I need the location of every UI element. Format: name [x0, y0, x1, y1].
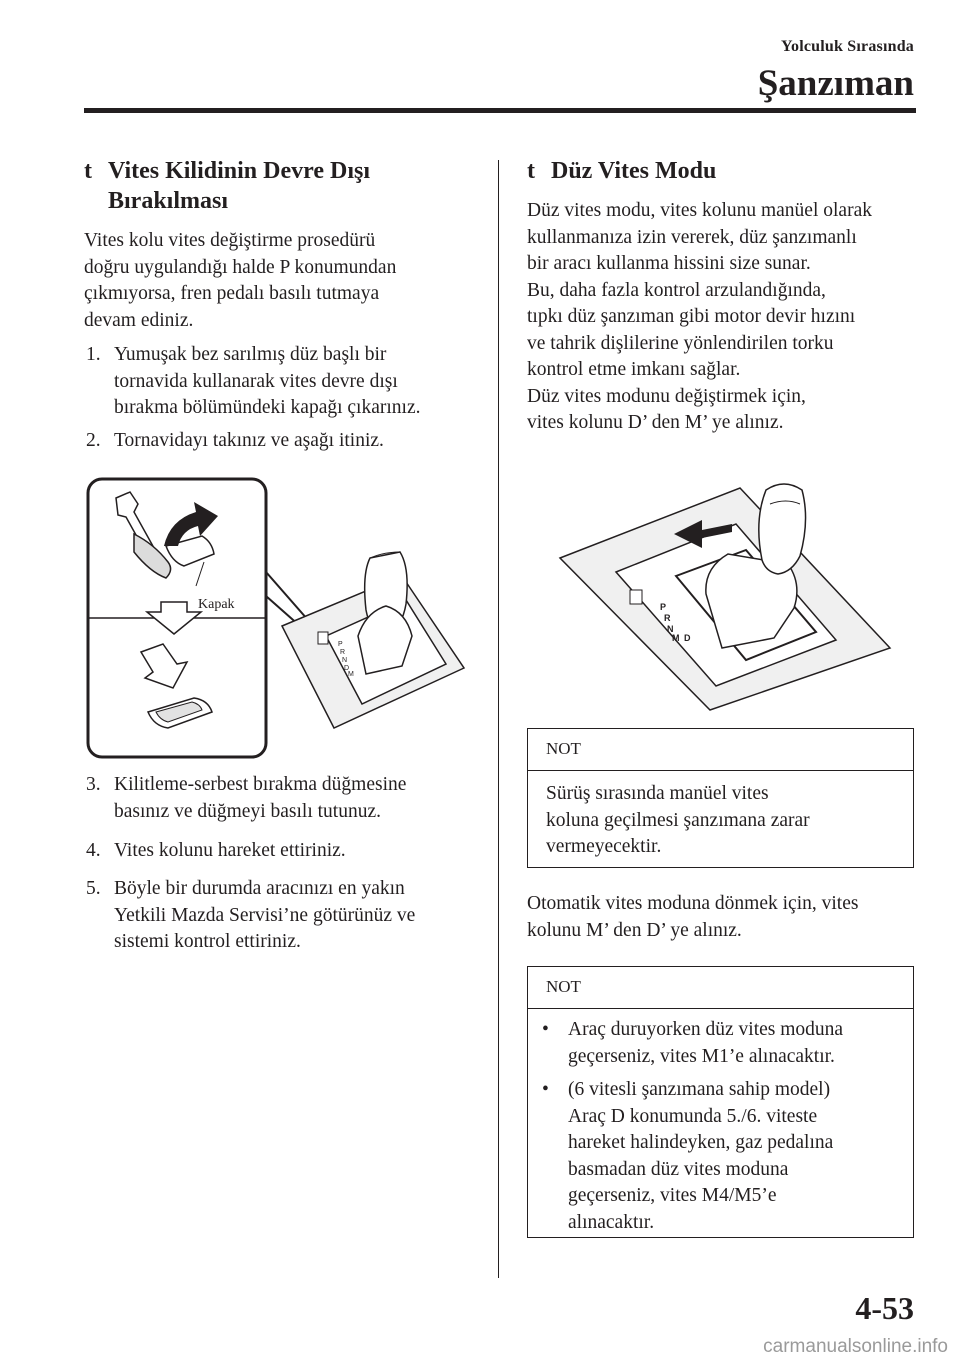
text-line: kullanmanıza izin vererek, düz şanzımanlı: [527, 226, 857, 248]
text-line: basınız ve düğmeyi basılı tutunuz.: [114, 800, 381, 822]
note-box-2: [527, 966, 914, 1238]
text-line: Otomatik vites moduna dönmek için, vites: [527, 893, 859, 914]
header-rule: [84, 108, 916, 113]
text-line: hareket halindeyken, gaz pedalına: [568, 1132, 834, 1153]
note-heading: NOT: [528, 967, 913, 1009]
text-line: bırakma bölümündeki kapağı çıkarınız.: [114, 397, 421, 418]
text-line: vermeyecektir.: [546, 836, 662, 857]
text-line: tornavida kullanarak vites devre dışı: [114, 370, 398, 392]
text-line: sistemi kontrol ettiriniz.: [114, 931, 301, 952]
left-intro-paragraph: [84, 228, 396, 334]
step-3: [86, 772, 486, 826]
watermark: carmanualsonline.info: [763, 1336, 948, 1357]
left-title-line-1: Vites Kilidinin Devre Dışı: [108, 158, 371, 184]
note-bullet-item: [528, 1077, 913, 1247]
return-instruction-paragraph: [527, 891, 858, 944]
text-line: tıpkı düz şanzıman gibi motor devir hızını: [527, 306, 856, 327]
step-5: [86, 876, 486, 956]
gate-letter: D: [344, 665, 350, 672]
text-line: çıkmıyorsa, fren pedalı basılı tutmaya: [84, 283, 380, 304]
text-line: Kilitleme-serbest bırakma düğmesine: [114, 774, 407, 795]
gate-letter: P: [660, 602, 667, 612]
section-bullet: t: [527, 158, 535, 184]
step-1: [86, 342, 486, 422]
step-number: 1.: [86, 344, 101, 365]
text-line: (6 vitesli şanzımana sahip model): [568, 1079, 831, 1100]
note-box-1: [527, 728, 914, 868]
text-line: Araç duruyorken düz vites moduna: [568, 1019, 844, 1040]
text-line: koluna geçilmesi şanzımana zarar: [546, 809, 810, 831]
cover-removal-illustration: [86, 476, 486, 762]
text-line: Sürüş sırasında manüel vites: [546, 783, 769, 804]
text-line: geçerseniz, vites M1’e alınacaktır.: [568, 1045, 835, 1067]
right-intro-paragraph: [527, 198, 872, 437]
left-section-title: [84, 156, 484, 216]
column-divider: [498, 160, 499, 1278]
step-number: 3.: [86, 774, 101, 795]
gate-letter: N: [342, 657, 348, 664]
gate-letter: D: [684, 633, 691, 643]
text-line: devam ediniz.: [84, 309, 194, 331]
gate-letter: P: [338, 641, 343, 648]
text-line: Yetkili Mazda Servisi’ne götürünüz ve: [114, 904, 416, 926]
text-line: Yumuşak bez sarılmış düz başlı bir: [114, 344, 387, 365]
step-number: 2.: [86, 430, 101, 451]
text-line: alınacaktır.: [568, 1211, 655, 1233]
text-line: Araç D konumunda 5./6. viteste: [568, 1105, 818, 1127]
text-line: vites kolunu D’ den M’ ye alınız.: [527, 412, 784, 433]
manual-mode-shift-illustration: [556, 476, 896, 712]
page-number: 4-53: [855, 1290, 914, 1326]
gate-letter: M: [672, 633, 680, 643]
text-line: kontrol etme imkanı sağlar.: [527, 359, 741, 380]
step-number: 5.: [86, 878, 101, 899]
text-line: Böyle bir durumda aracınızı en yakın: [114, 878, 405, 899]
bullet-icon: •: [542, 1019, 549, 1040]
section-bullet: t: [84, 158, 92, 184]
step-number: 4.: [86, 840, 101, 861]
text-line: bir aracı kullanma hissini size sunar.: [527, 253, 811, 274]
step-2: [86, 428, 486, 456]
text-line: Vites kolu vites değiştirme prosedürü: [84, 230, 376, 251]
text-line: Vites kolunu hareket ettiriniz.: [114, 840, 346, 861]
text-line: Düz vites modu, vites kolunu manüel olarak: [527, 200, 872, 221]
text-line: geçerseniz, vites M4/M5’e: [568, 1185, 777, 1206]
gate-letter: N: [667, 624, 674, 634]
note-heading: NOT: [528, 729, 913, 771]
chapter-title: Şanzıman: [757, 63, 914, 104]
note-bullet-item: [528, 1017, 913, 1077]
right-section-title: [527, 156, 917, 188]
running-header-section: Yolculuk Sırasında: [781, 38, 914, 55]
text-line: doğru uygulandığı halde P konumundan: [84, 256, 397, 278]
shift-lock-cover: [318, 632, 328, 644]
bullet-icon: •: [542, 1079, 549, 1100]
right-title: Düz Vites Modu: [551, 158, 717, 184]
text-line: Bu, daha fazla kontrol arzulandığında,: [527, 279, 826, 301]
text-line: Tornavidayı takınız ve aşağı itiniz.: [114, 430, 384, 451]
text-line: kolunu M’ den D’ ye alınız.: [527, 919, 742, 941]
shift-lock-cover: [630, 590, 642, 604]
text-line: Düz vites modunu değiştirmek için,: [527, 385, 806, 407]
gate-letter: M: [348, 671, 354, 678]
text-line: basmadan düz vites moduna: [568, 1158, 789, 1180]
text-line: ve tahrik dişlilerine yönlendirilen torku: [527, 332, 834, 354]
gate-letter: R: [340, 649, 346, 656]
left-title-line-2: Bırakılması: [108, 188, 229, 214]
step-4: [86, 838, 486, 866]
note-body: [528, 771, 913, 861]
note-body: [528, 1009, 913, 1247]
figure-label-kapak: Kapak: [198, 597, 235, 612]
gate-letter: R: [664, 613, 671, 623]
